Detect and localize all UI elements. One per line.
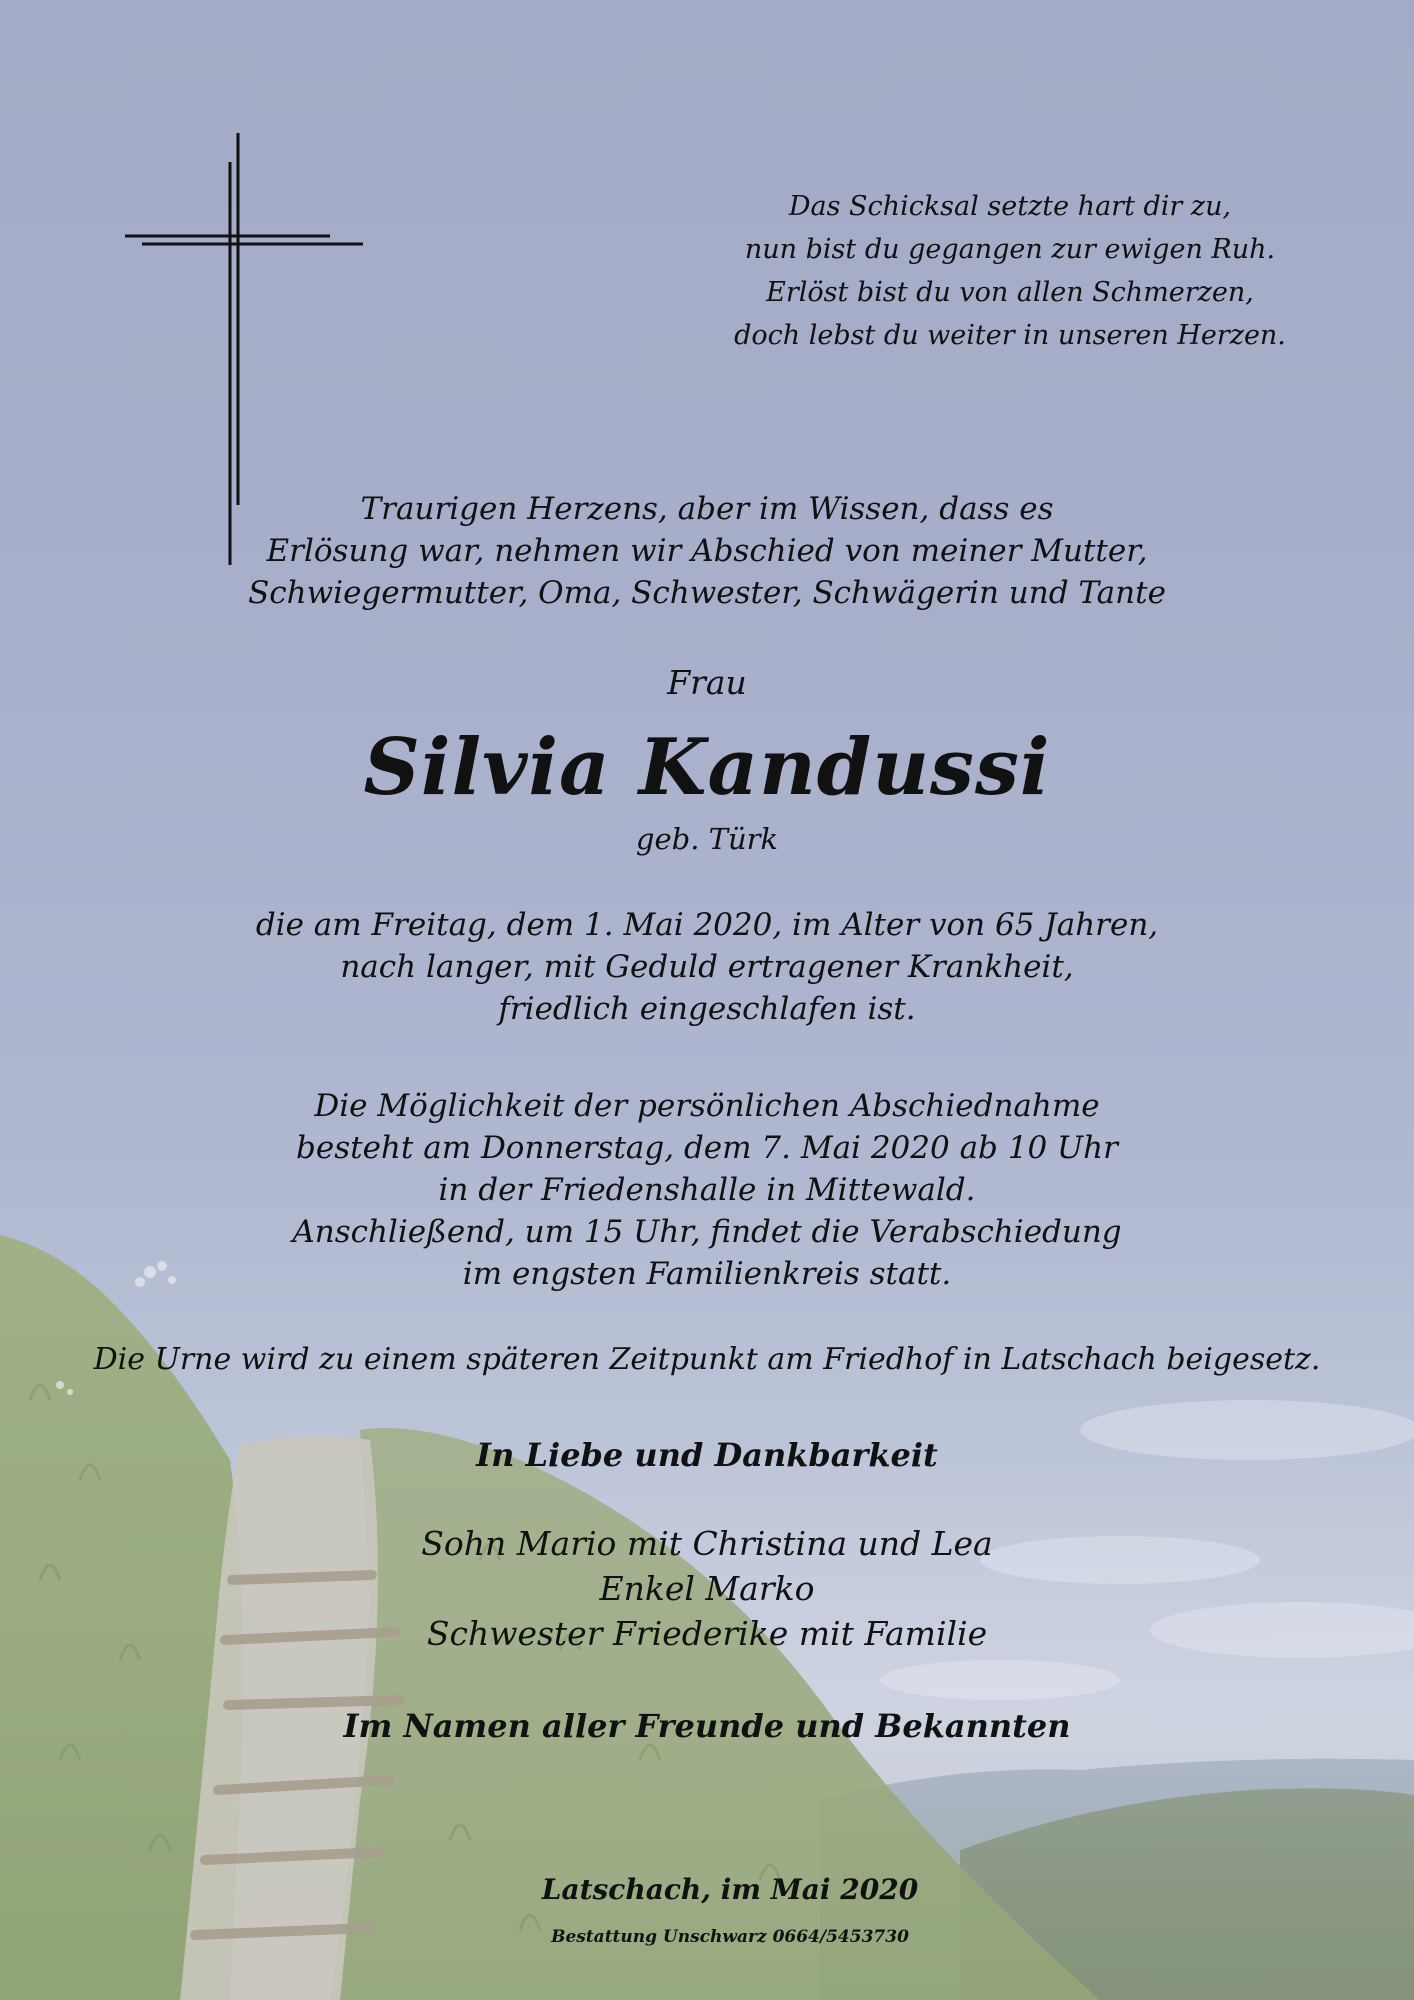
verse-line: doch lebst du weiter in unseren Herzen. [734,320,1286,351]
farewell-line: besteht am Donnerstag, dem 7. Mai 2020 ab 10 Uhr [296,1130,1118,1166]
farewell-details [0,1085,1414,1295]
verse-line: Erlöst bist du von allen Schmerzen, [766,277,1254,308]
intro-line: Traurigen Herzens, aber im Wissen, dass es [360,491,1054,527]
death-line: die am Freitag, dem 1. Mai 2020, im Alter von 65 Jahren, [255,907,1159,943]
undertaker-contact: Bestattung Unschwarz 0664/5453730 [551,1927,909,1947]
death-line: friedlich eingeschlafen ist. [498,991,916,1027]
intro-line: Erlösung war, nehmen wir Abschied von meiner Mutter, [266,533,1148,569]
verse-line: Das Schicksal setzte hart dir zu, [788,191,1232,222]
closing-phrase: In Liebe und Dankbarkeit [476,1436,938,1474]
death-line: nach langer, mit Geduld ertragener Krankheit, [340,949,1074,985]
birth-name: geb. Türk [635,822,779,856]
salutation: Frau [667,663,747,702]
deceased-name: Silvia Kandussi [363,722,1051,813]
family-member: Sohn Mario mit Christina und Lea [421,1524,993,1563]
farewell-line: in der Friedenshalle in Mittewald. [438,1172,976,1208]
urn-burial-note: Die Urne wird zu einem späteren Zeitpunkt am Friedhof in Latschach beigesetz. [93,1342,1321,1377]
farewell-line: Anschließend, um 15 Uhr, findet die Verabschiedung [292,1214,1122,1250]
verse-line: nun bist du gegangen zur ewigen Ruh. [744,234,1276,265]
family-member: Schwester Friederike mit Familie [426,1614,988,1653]
death-details [0,904,1414,1030]
place-and-date: Latschach, im Mai 2020 [541,1873,919,1906]
memorial-verse [680,185,1340,357]
mourners-family [0,1521,1414,1656]
intro-line: Schwiegermutter, Oma, Schwester, Schwägerin und Tante [248,575,1166,611]
friends-line: Im Namen aller Freunde und Bekannten [343,1707,1071,1745]
farewell-line: im engsten Familienkreis statt. [462,1256,952,1292]
family-member: Enkel Marko [599,1569,815,1608]
announcement-intro [0,488,1414,614]
farewell-line: Die Möglichkeit der persönlichen Abschiednahme [314,1088,1100,1124]
